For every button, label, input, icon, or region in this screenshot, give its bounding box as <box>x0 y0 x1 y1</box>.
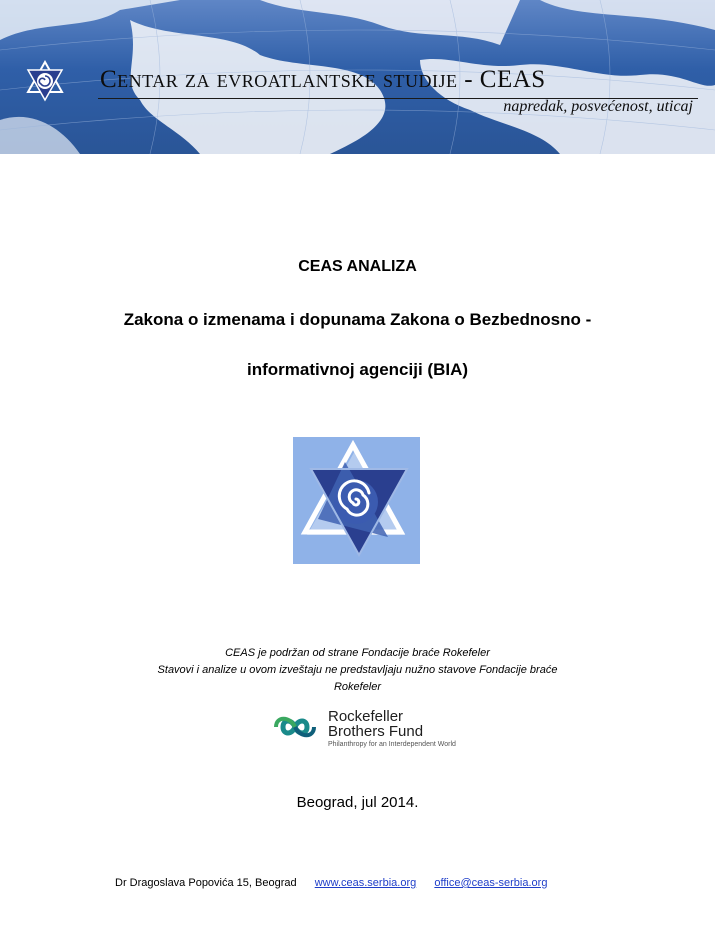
ceas-center-logo <box>293 437 420 564</box>
document-title-line2: informativnoj agenciji (BIA) <box>246 360 469 379</box>
document-title-line1: Zakona o izmenama i dopunama Zakona o Bezbednosno - <box>123 310 592 329</box>
footer <box>115 877 547 889</box>
rbf-name <box>328 709 423 739</box>
ceas-star-logo-icon <box>293 437 420 564</box>
footer-email-link[interactable]: office@ceas-serbia.org <box>434 877 548 889</box>
place-date: Beograd, jul 2014. <box>296 794 419 811</box>
ceas-star-logo-icon <box>24 60 66 102</box>
header-banner <box>0 0 715 154</box>
support-line3: Rokefeler <box>333 681 382 693</box>
banner-subtitle: napredak, posvećenost, uticaj <box>503 98 693 115</box>
rbf-name-line2: Brothers Fund <box>328 723 424 740</box>
support-line1: CEAS je podržan od strane Fondacije braće Rokefeler <box>225 647 490 659</box>
rbf-infinity-logo-icon <box>270 712 320 742</box>
banner-title: Centar za evroatlantske studije - CEAS <box>100 66 546 93</box>
document-type: CEAS ANALIZA <box>298 258 417 275</box>
support-line2: Stavovi i analize u ovom izveštaju ne predstavljaju nužno stavove Fondacije braće <box>157 664 558 676</box>
footer-address: Dr Dragoslava Popovića 15, Beograd <box>115 877 297 889</box>
footer-website-link[interactable]: www.ceas.serbia.org <box>314 877 417 889</box>
rbf-name-line1: Rockefeller <box>328 708 404 725</box>
rbf-logo <box>270 709 460 753</box>
rbf-tagline: Philanthropy for an Interdependent World <box>328 741 456 748</box>
